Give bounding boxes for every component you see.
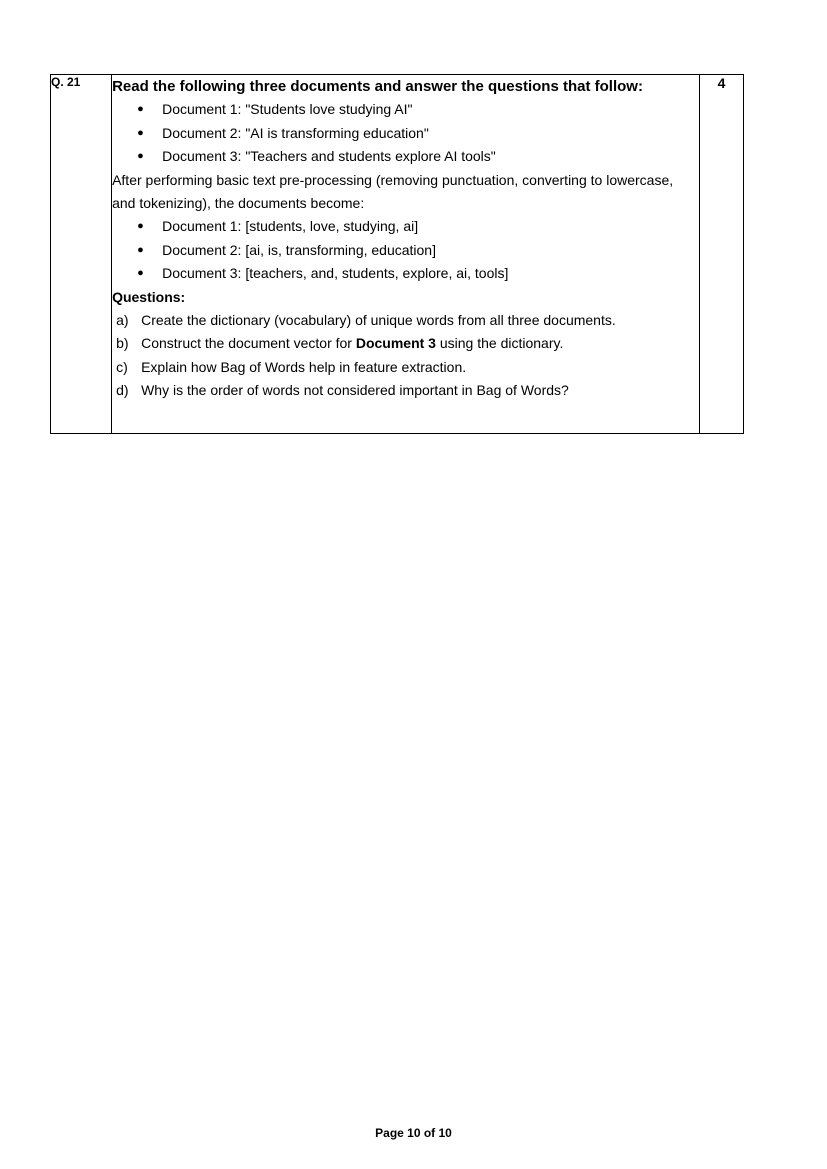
subquestion-letter: b) — [116, 335, 129, 352]
subquestion-text: Why is the order of words not considered important in Bag of Words? — [141, 382, 569, 399]
subquestion-a — [112, 309, 699, 332]
subquestion-letter: d) — [116, 382, 129, 399]
question-row — [51, 75, 744, 434]
subquestion-d — [112, 379, 699, 402]
tokenized-list — [112, 215, 699, 285]
document-list — [112, 98, 699, 168]
preprocess-text: After performing basic text pre-processing (removing punctuation, converting to lowercase, and tokenizing), the documents become: — [112, 171, 674, 212]
question-table — [50, 74, 744, 434]
question-body — [112, 75, 700, 434]
document-item: ● Document 1: "Students love studying AI" — [112, 98, 699, 121]
question-lead: Read the following three documents and answer the questions that follow: — [112, 78, 643, 95]
tokenized-item: ● Document 2: [ai, is, transforming, education] — [112, 239, 699, 262]
subquestion-text-after: using the dictionary. — [435, 335, 564, 352]
document-item: ● Document 3: "Teachers and students explore AI tools" — [112, 145, 699, 168]
question-number: Q. 21 — [51, 75, 112, 434]
questions-heading: Questions: — [112, 288, 186, 305]
subquestion-text-before: Construct the document vector for — [141, 335, 356, 352]
document-item: ● Document 2: "AI is transforming education" — [112, 122, 699, 145]
subquestion-bold-term: Document 3 — [355, 335, 436, 352]
page-footer: Page 10 of 10 — [375, 1126, 452, 1140]
tokenized-item: ● Document 1: [students, love, studying, ai] — [112, 215, 699, 238]
subquestion-letter: c) — [116, 358, 128, 375]
subquestion-text: Create the dictionary (vocabulary) of unique words from all three documents. — [141, 312, 616, 329]
subquestion-c — [112, 356, 699, 379]
subquestion-b — [112, 332, 699, 355]
subquestion-text: Explain how Bag of Words help in feature extraction. — [141, 358, 467, 375]
subquestion-letter: a) — [116, 312, 129, 329]
question-marks: 4 — [699, 75, 743, 434]
subquestion-list — [112, 309, 699, 403]
tokenized-item: ● Document 3: [teachers, and, students, explore, ai, tools] — [112, 262, 699, 285]
